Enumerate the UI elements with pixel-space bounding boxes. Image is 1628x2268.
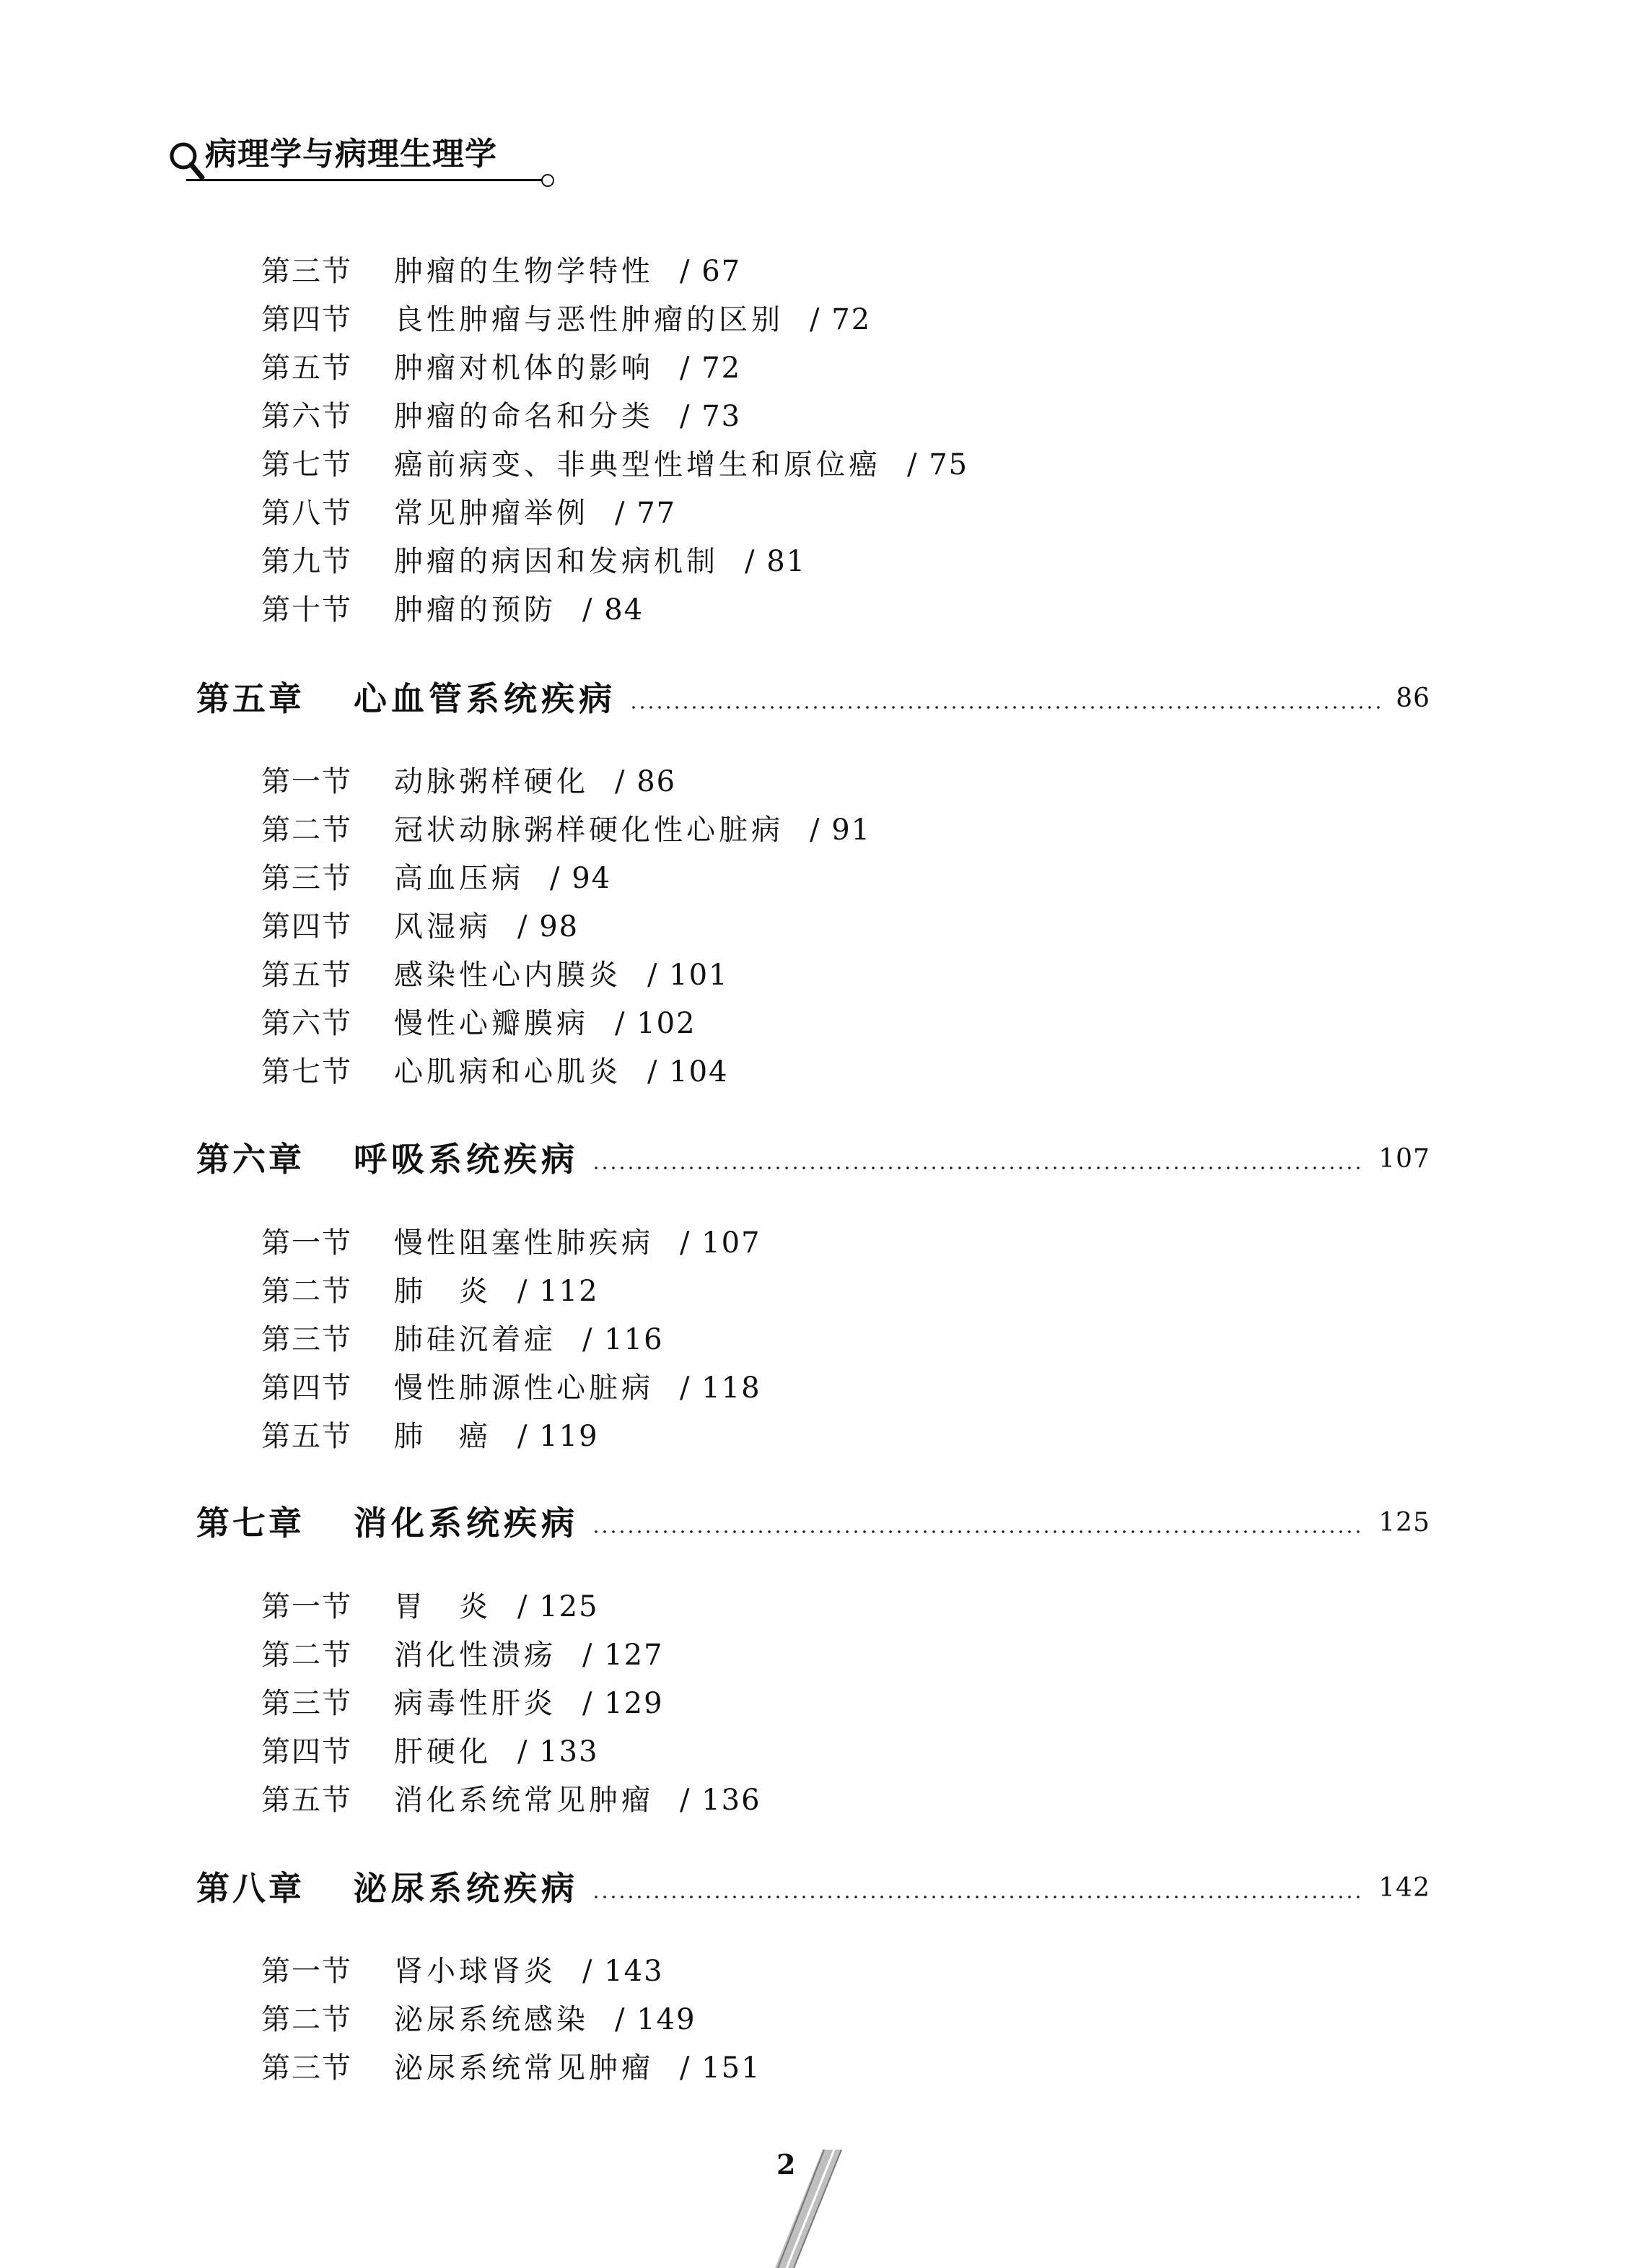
toc-section-entry[interactable] — [261, 905, 579, 948]
section-number: 第六节 — [261, 400, 352, 433]
header-dot — [541, 174, 554, 187]
section-number: 第八节 — [261, 497, 352, 530]
toc-chapter-entry[interactable] — [196, 1862, 1430, 1914]
section-title: 肿瘤的生物学特性 — [394, 255, 654, 288]
section-number: 第七节 — [261, 1055, 352, 1089]
section-number: 第二节 — [261, 1275, 352, 1308]
section-title: 动脉粥样硬化 — [394, 765, 589, 798]
toc-section-entry[interactable] — [261, 857, 611, 900]
section-page: / 81 — [745, 545, 807, 578]
section-title: 常见肿瘤举例 — [394, 497, 589, 530]
section-number: 第三节 — [261, 862, 352, 895]
toc-section-entry[interactable] — [261, 298, 871, 341]
section-title: 肿瘤的病因和发病机制 — [394, 545, 719, 578]
toc-section-entry[interactable] — [261, 588, 644, 632]
section-title: 高血压病 — [394, 862, 524, 895]
toc-section-entry[interactable] — [261, 1366, 761, 1410]
dot-leader — [592, 1166, 1365, 1170]
toc-section-entry[interactable] — [261, 1221, 761, 1265]
toc-section-entry[interactable] — [261, 1998, 696, 2041]
section-page: / 116 — [582, 1323, 664, 1356]
section-title: 肿瘤的命名和分类 — [394, 400, 654, 433]
toc-section-entry[interactable] — [261, 250, 741, 293]
dot-leader — [592, 1530, 1365, 1534]
dot-leader — [629, 705, 1383, 710]
section-page: / 67 — [680, 255, 742, 288]
section-title: 病毒性肝炎 — [394, 1687, 556, 1720]
section-title: 肾小球肾炎 — [394, 1955, 556, 1988]
section-title: 肿瘤的预防 — [394, 593, 556, 627]
section-page: / 94 — [550, 862, 612, 895]
section-number: 第一节 — [261, 1590, 352, 1623]
section-page: / 133 — [517, 1735, 599, 1768]
section-number: 第二节 — [261, 2003, 352, 2036]
toc-section-entry[interactable] — [261, 1585, 599, 1628]
chapter-number: 第七章 — [196, 1504, 305, 1543]
section-page: / 112 — [517, 1275, 599, 1308]
section-page: / 136 — [680, 1784, 761, 1817]
toc-section-entry[interactable] — [261, 1730, 599, 1774]
chapter-page: 125 — [1378, 1508, 1430, 1538]
toc-section-entry[interactable] — [261, 443, 968, 487]
toc-section-entry[interactable] — [261, 954, 729, 997]
section-number: 第三节 — [261, 1323, 352, 1356]
section-title: 心肌病和心肌炎 — [394, 1055, 621, 1089]
section-page: / 107 — [680, 1226, 761, 1260]
toc-section-entry[interactable] — [261, 808, 871, 852]
section-title: 肺硅沉着症 — [394, 1323, 556, 1356]
toc-section-entry[interactable] — [261, 1682, 664, 1725]
running-header — [167, 131, 557, 189]
book-title: 病理学与病理生理学 — [205, 136, 497, 173]
section-number: 第四节 — [261, 303, 352, 336]
section-page: / 101 — [647, 959, 729, 992]
toc-section-entry[interactable] — [261, 1270, 599, 1313]
chapter-number: 第八章 — [196, 1869, 305, 1908]
section-number: 第五节 — [261, 1784, 352, 1817]
toc-section-entry[interactable] — [261, 540, 806, 583]
section-number: 第一节 — [261, 1226, 352, 1260]
section-page: / 119 — [517, 1420, 599, 1453]
section-title: 良性肿瘤与恶性肿瘤的区别 — [394, 303, 784, 336]
section-number: 第一节 — [261, 1955, 352, 1988]
toc-section-entry[interactable] — [261, 1050, 729, 1094]
section-number: 第七节 — [261, 448, 352, 481]
chapter-title: 心血管系统疾病 — [354, 679, 616, 718]
section-page: / 77 — [615, 497, 677, 530]
section-number: 第一节 — [261, 765, 352, 798]
toc-section-entry[interactable] — [261, 1002, 696, 1045]
section-number: 第五节 — [261, 959, 352, 992]
section-page: / 102 — [615, 1007, 696, 1040]
toc-section-entry[interactable] — [261, 1634, 664, 1677]
section-title: 肿瘤对机体的影响 — [394, 352, 654, 385]
section-title: 肺 癌 — [394, 1420, 491, 1453]
section-title: 冠状动脉粥样硬化性心脏病 — [394, 814, 784, 847]
magnifier-icon — [167, 139, 208, 182]
section-number: 第五节 — [261, 352, 352, 385]
section-title: 慢性阻塞性肺疾病 — [394, 1226, 654, 1260]
section-page: / 73 — [680, 400, 742, 433]
section-page: / 125 — [517, 1590, 599, 1623]
chapter-number: 第六章 — [196, 1140, 305, 1179]
section-page: / 84 — [582, 593, 644, 627]
section-title: 泌尿系统常见肿瘤 — [394, 2051, 654, 2085]
toc-chapter-entry[interactable] — [196, 673, 1430, 725]
page-number: 2 — [776, 2148, 796, 2181]
section-page: / 129 — [582, 1687, 664, 1720]
section-number: 第九节 — [261, 545, 352, 578]
toc-section-entry[interactable] — [261, 2046, 761, 2090]
section-page: / 72 — [680, 352, 742, 385]
header-rule — [186, 179, 544, 181]
section-page: / 75 — [907, 448, 969, 481]
section-page: / 151 — [680, 2051, 761, 2085]
toc-section-entry[interactable] — [261, 760, 676, 803]
section-number: 第五节 — [261, 1420, 352, 1453]
dot-leader — [592, 1895, 1365, 1899]
section-number: 第十节 — [261, 593, 352, 627]
chapter-title: 呼吸系统疾病 — [354, 1140, 579, 1179]
section-page: / 98 — [517, 910, 579, 943]
section-title: 慢性心瓣膜病 — [394, 1007, 589, 1040]
section-page: / 143 — [582, 1955, 664, 1988]
toc-section-entry[interactable] — [261, 395, 741, 438]
section-title: 胃 炎 — [394, 1590, 491, 1623]
chapter-page: 142 — [1378, 1873, 1430, 1903]
section-title: 消化系统常见肿瘤 — [394, 1784, 654, 1817]
toc-section-entry[interactable] — [261, 492, 676, 535]
section-number: 第二节 — [261, 1639, 352, 1672]
section-number: 第四节 — [261, 1371, 352, 1405]
section-title: 泌尿系统感染 — [394, 2003, 589, 2036]
section-page: / 118 — [680, 1371, 761, 1405]
section-number: 第三节 — [261, 2051, 352, 2085]
toc-section-entry[interactable] — [261, 1950, 664, 1993]
chapter-page: 107 — [1378, 1144, 1430, 1174]
section-title: 风湿病 — [394, 910, 491, 943]
chapter-title: 泌尿系统疾病 — [354, 1869, 579, 1908]
slash-decoration-icon — [772, 2148, 852, 2268]
section-page: / 104 — [647, 1055, 729, 1089]
section-title: 慢性肺源性心脏病 — [394, 1371, 654, 1405]
toc-section-entry[interactable] — [261, 1779, 761, 1822]
toc-chapter-entry[interactable] — [196, 1133, 1430, 1185]
toc-section-entry[interactable] — [261, 1415, 599, 1458]
section-title: 消化性溃疡 — [394, 1639, 556, 1672]
toc-section-entry[interactable] — [261, 1318, 664, 1361]
section-number: 第二节 — [261, 814, 352, 847]
section-page: / 72 — [810, 303, 872, 336]
section-number: 第四节 — [261, 1735, 352, 1768]
section-number: 第三节 — [261, 255, 352, 288]
chapter-number: 第五章 — [196, 679, 305, 718]
section-page: / 149 — [615, 2003, 696, 2036]
section-number: 第三节 — [261, 1687, 352, 1720]
section-title: 肝硬化 — [394, 1735, 491, 1768]
section-number: 第六节 — [261, 1007, 352, 1040]
section-page: / 91 — [810, 814, 872, 847]
section-title: 癌前病变、非典型性增生和原位癌 — [394, 448, 881, 481]
toc-chapter-entry[interactable] — [196, 1497, 1430, 1549]
section-title: 感染性心内膜炎 — [394, 959, 621, 992]
chapter-page: 86 — [1396, 684, 1430, 713]
toc-section-entry[interactable] — [261, 346, 741, 390]
section-page: / 127 — [582, 1639, 664, 1672]
chapter-title: 消化系统疾病 — [354, 1504, 579, 1543]
section-page: / 86 — [615, 765, 677, 798]
section-number: 第四节 — [261, 910, 352, 943]
section-title: 肺 炎 — [394, 1275, 491, 1308]
